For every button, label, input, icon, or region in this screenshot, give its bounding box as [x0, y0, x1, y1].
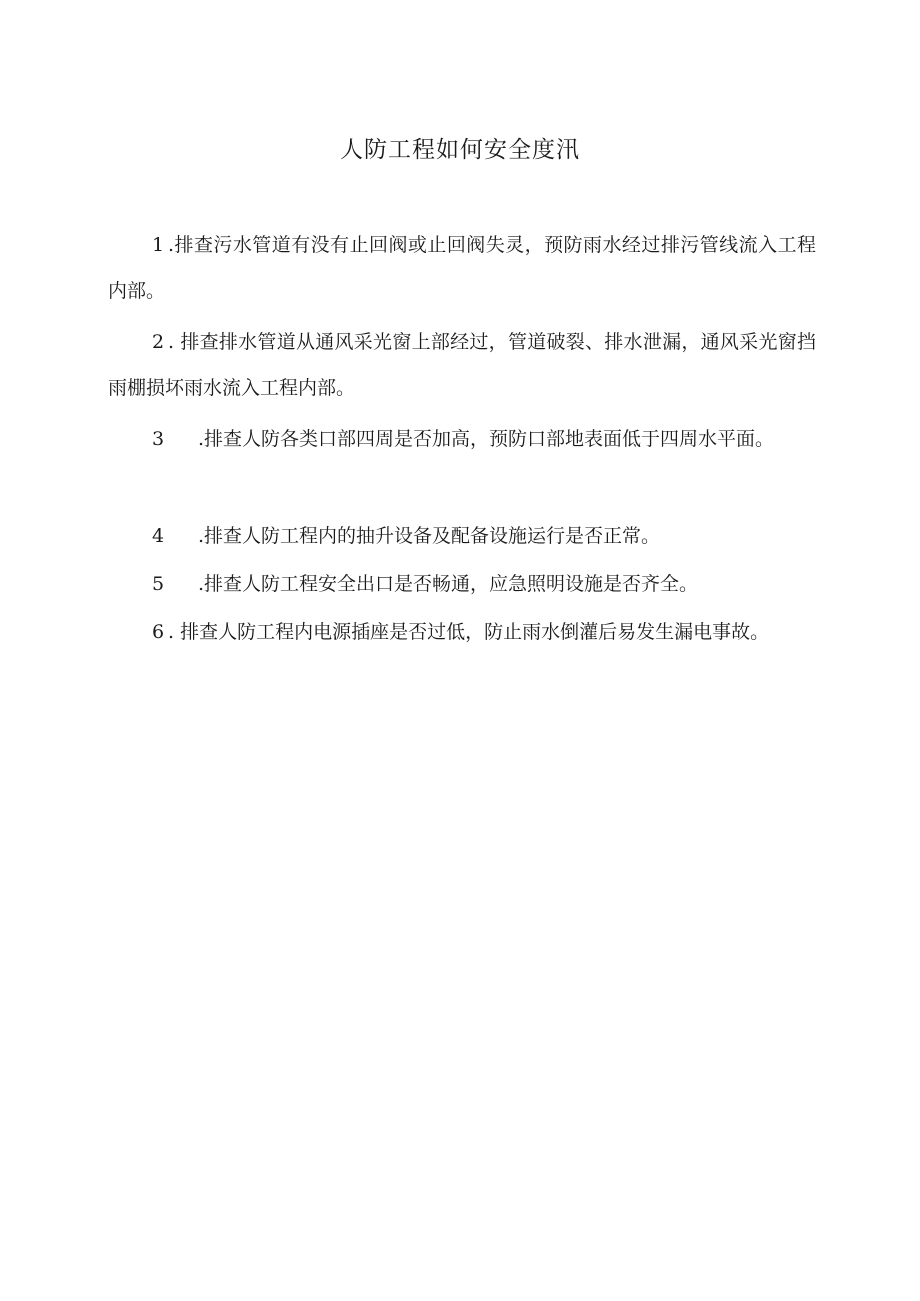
item-number: 6	[152, 621, 165, 643]
item-text: .排查污水管道有没有止回阀或止回阀失灵，预防雨水经过排污管线流入工程内部。	[108, 234, 816, 302]
item-text: . 排查排水管道从通风采光窗上部经过，管道破裂、排水泄漏，通风采光窗挡雨棚损坏雨水流入工程内部。	[108, 331, 816, 399]
item-number: 2	[152, 331, 165, 353]
item-number: 5	[152, 573, 165, 595]
item-number: 3	[152, 428, 165, 450]
item-text: .排查人防工程内的抽升设备及配备设施运行是否正常。	[198, 525, 661, 547]
item-number: 1	[152, 234, 165, 256]
item-number: 4	[152, 525, 165, 547]
list-item-1	[108, 222, 816, 314]
list-item-5	[108, 561, 816, 607]
item-text: . 排查人防工程内电源插座是否过低，防止雨水倒灌后易发生漏电事故。	[168, 621, 770, 643]
item-text: .排查人防工程安全出口是否畅通，应急照明设施是否齐全。	[198, 573, 699, 595]
document-title: 人防工程如何安全度汛	[340, 137, 580, 163]
list-item-2	[108, 319, 816, 411]
list-item-6	[108, 609, 816, 655]
list-item-4	[108, 513, 816, 559]
item-text: .排查人防各类口部四周是否加高，预防口部地表面低于四周水平面。	[198, 428, 775, 450]
list-item-3	[108, 416, 816, 462]
